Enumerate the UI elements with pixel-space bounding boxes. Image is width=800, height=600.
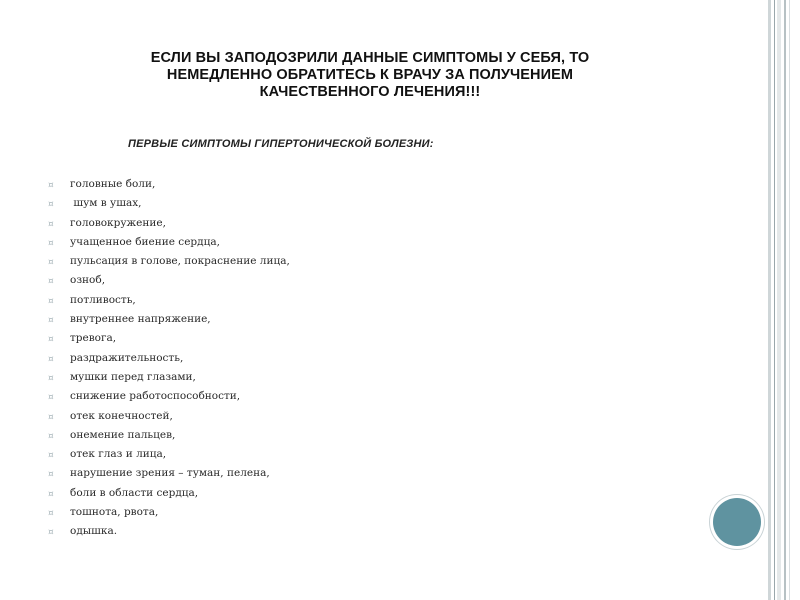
bullet-icon: ¤ — [48, 489, 54, 500]
bullet-icon: ¤ — [48, 238, 54, 249]
bullet-icon: ¤ — [48, 181, 54, 191]
bullet-icon: ¤ — [48, 296, 54, 307]
symptom-text: отек конечностей, — [70, 409, 173, 422]
symptom-text: внутреннее напряжение, — [70, 313, 211, 326]
symptom-text: озноб, — [70, 274, 106, 287]
symptom-text: головные боли, — [70, 178, 156, 190]
bullet-icon: ¤ — [48, 393, 54, 404]
symptom-text: отек глаз и лица, — [70, 448, 167, 461]
decor-rail — [789, 0, 790, 600]
decor-rail — [784, 0, 786, 600]
title-line: ЕСЛИ ВЫ ЗАПОДОЗРИЛИ ДАННЫЕ СИМПТОМЫ У СЕБЯ, ТО — [150, 50, 590, 66]
decor-rail — [768, 0, 771, 600]
title-line: НЕМЕДЛЕННО ОБРАТИТЕСЬ К ВРАЧУ ЗА ПОЛУЧЕНИЕМ — [166, 67, 574, 83]
bullet-icon: ¤ — [48, 277, 54, 288]
bullet-icon: ¤ — [48, 431, 54, 442]
decor-rail — [774, 0, 775, 600]
bullet-icon: ¤ — [48, 316, 54, 327]
slide-subtitle: ПЕРВЫЕ СИМПТОМЫ ГИПЕРТОНИЧЕСКОЙ БОЛЕЗНИ: — [128, 138, 434, 150]
bullet-icon: ¤ — [48, 509, 54, 520]
symptom-text: шум в ушах, — [70, 197, 142, 210]
symptom-text: боли в области сердца, — [70, 486, 199, 499]
symptom-text: учащенное биение сердца, — [70, 235, 220, 248]
bullet-icon: ¤ — [48, 528, 54, 539]
bullet-icon: ¤ — [48, 200, 54, 211]
symptom-text: нарушение зрения – туман, пелена, — [70, 467, 270, 480]
bullet-icon: ¤ — [48, 470, 54, 481]
decor-rail — [777, 0, 781, 600]
symptom-text: пульсация в голове, покраснение лица, — [70, 255, 290, 268]
symptom-text: онемение пальцев, — [70, 428, 176, 441]
bullet-icon: ¤ — [48, 354, 54, 365]
bullet-icon: ¤ — [48, 335, 54, 346]
decor-circle — [713, 498, 761, 546]
bullet-icon: ¤ — [48, 258, 54, 269]
title-line: КАЧЕСТВЕННОГО ЛЕЧЕНИЯ!!! — [259, 84, 481, 100]
bullet-icon: ¤ — [48, 412, 54, 423]
slide-title — [90, 50, 650, 101]
symptom-text: головокружение, — [70, 216, 166, 229]
bullet-icon: ¤ — [48, 451, 54, 462]
symptom-text: одышка. — [70, 525, 118, 538]
symptom-text: потливость, — [70, 293, 136, 306]
symptom-text: тошнота, рвота, — [70, 506, 159, 519]
symptom-text: раздражительность, — [70, 351, 184, 364]
symptom-text: снижение работоспособности, — [70, 390, 241, 403]
bullet-icon: ¤ — [48, 219, 54, 230]
bullet-icon: ¤ — [48, 373, 54, 384]
symptom-text: мушки перед глазами, — [70, 370, 196, 383]
symptom-text: тревога, — [70, 332, 117, 345]
